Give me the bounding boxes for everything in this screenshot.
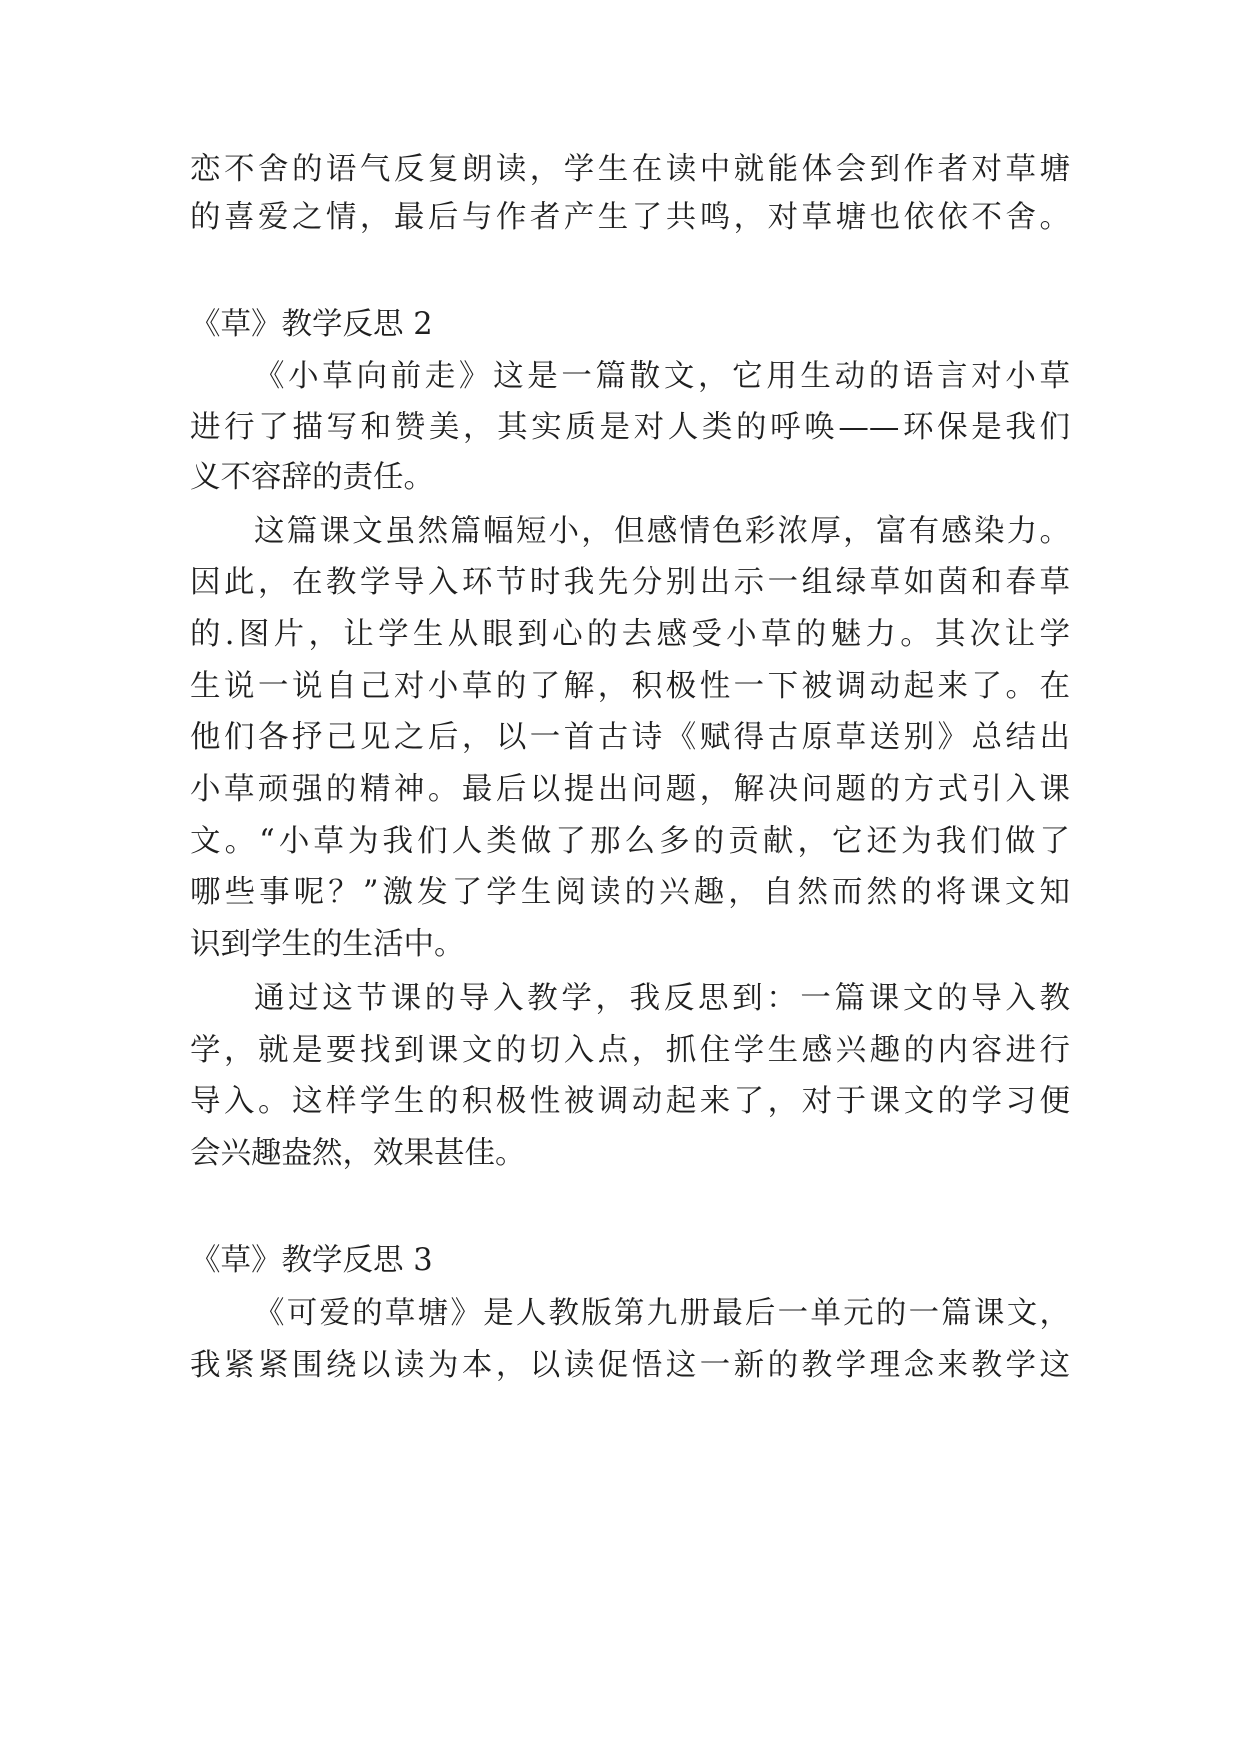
paragraph-line: 他们各抒己见之后，以一首古诗《赋得古原草送别》总结出	[190, 720, 1070, 755]
paragraph-line: 进行了描写和赞美，其实质是对人类的呼唤——环保是我们	[190, 410, 1070, 445]
paragraph-line: 通过这节课的导入教学，我反思到：一篇课文的导入教	[254, 981, 1070, 1016]
paragraph-line: 的.图片，让学生从眼到心的去感受小草的魅力。其次让学	[190, 617, 1070, 652]
paragraph-line: 小草顽强的精神。最后以提出问题，解决问题的方式引入课	[190, 772, 1070, 807]
paragraph-line: 我紧紧围绕以读为本，以读促悟这一新的教学理念来教学这	[190, 1348, 1070, 1383]
paragraph-line: 《可爱的草塘》是人教版第九册最后一单元的一篇课文，	[254, 1296, 1070, 1331]
paragraph-line: 恋不舍的语气反复朗读，学生在读中就能体会到作者对草塘	[190, 152, 1070, 187]
paragraph-line: 学，就是要找到课文的切入点，抓住学生感兴趣的内容进行	[190, 1033, 1070, 1068]
paragraph-line: 哪些事呢？”激发了学生阅读的兴趣，自然而然的将课文知	[190, 875, 1070, 910]
paragraph-line: 义不容辞的责任。	[190, 460, 434, 495]
paragraph-line: 因此，在教学导入环节时我先分别出示一组绿草如茵和春草	[190, 565, 1070, 600]
section-heading: 《草》教学反思 2	[190, 307, 433, 342]
paragraph-line: 的喜爱之情，最后与作者产生了共鸣，对草塘也依依不舍。	[190, 200, 1070, 235]
section-heading: 《草》教学反思 3	[190, 1243, 433, 1278]
paragraph-line: 文。“小草为我们人类做了那么多的贡献，它还为我们做了	[190, 824, 1070, 859]
paragraph-line: 识到学生的生活中。	[190, 927, 465, 962]
paragraph-line: 导入。这样学生的积极性被调动起来了，对于课文的学习便	[190, 1084, 1070, 1119]
paragraph-line: 会兴趣盎然，效果甚佳。	[190, 1136, 526, 1171]
paragraph-line: 这篇课文虽然篇幅短小，但感情色彩浓厚，富有感染力。	[254, 514, 1070, 549]
paragraph-line: 《小草向前走》这是一篇散文，它用生动的语言对小草	[254, 359, 1070, 394]
paragraph-line: 生说一说自己对小草的了解，积极性一下被调动起来了。在	[190, 669, 1070, 704]
